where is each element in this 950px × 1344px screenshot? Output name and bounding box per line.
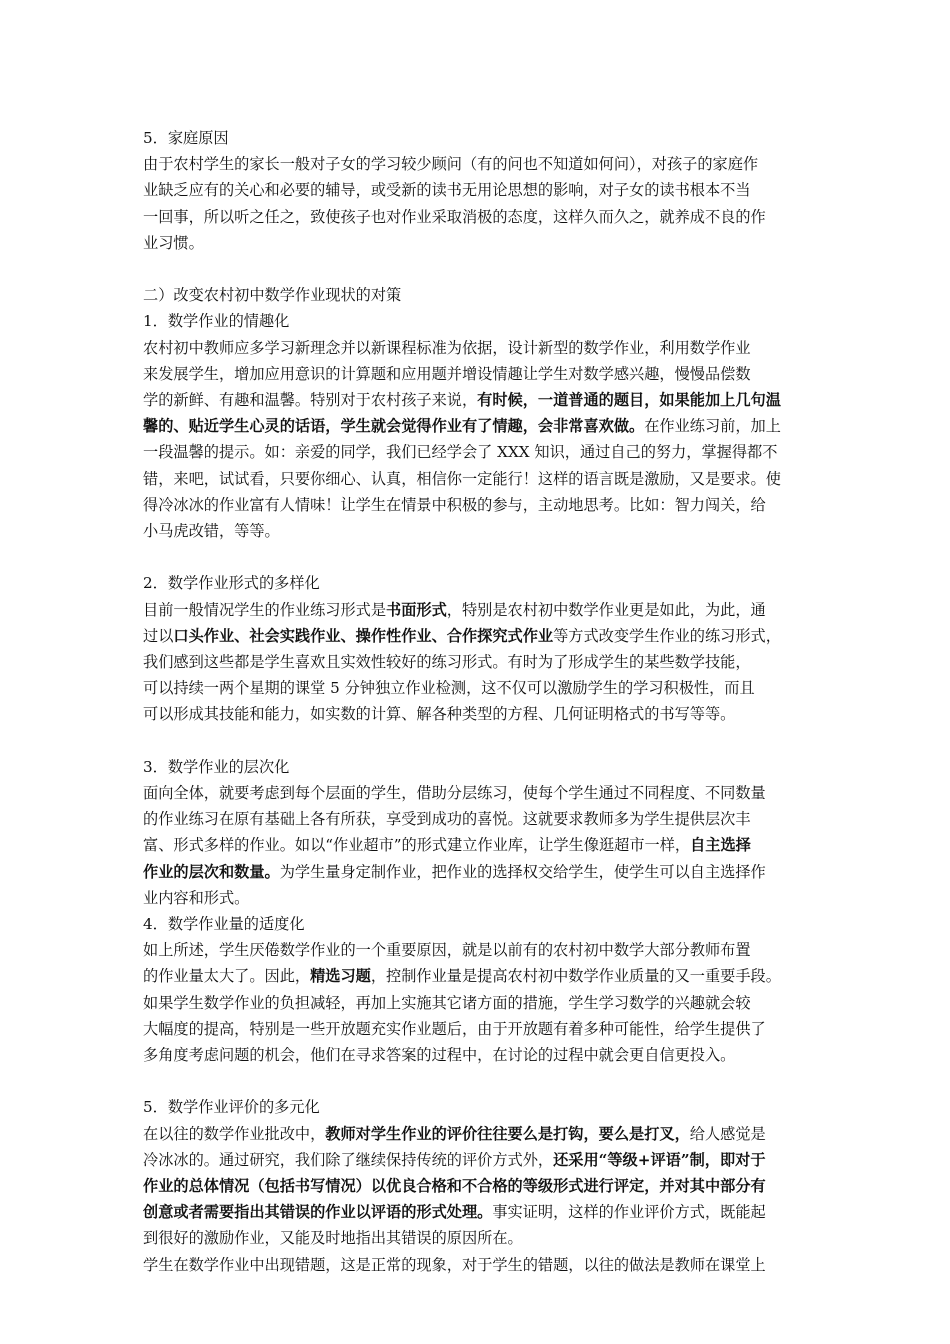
text-line (143, 963, 823, 989)
bold-text-run: 创意或者需要指出其错误的作业以评语的形式处理。 (143, 1203, 493, 1222)
text-run: 二）改变农村初中数学作业现状的对策 (143, 286, 402, 305)
text-line (143, 1121, 823, 1147)
text-run: 1．数学作业的情趣化 (143, 312, 290, 331)
text-run: 来发展学生，增加应用意识的计算题和应用题并增设情趣让学生对数学感兴趣，慢慢品偿数 (143, 364, 751, 383)
text-run: 的作业练习在原有基础上各有所获，享受到成功的喜悦。这就要求教师多为学生提供层次丰 (143, 810, 751, 829)
text-line (143, 518, 823, 544)
section-block (143, 1094, 823, 1277)
text-run: 业习惯。 (143, 233, 204, 252)
text-run: 可以持续一两个星期的课堂 5 分钟独立作业检测，这不仅可以激励学生的学习积极性，而且 (143, 679, 755, 698)
text-line (143, 387, 823, 413)
text-run: 错，来吧，试试看，只要你细心、认真，相信你一定能行！这样的语言既是激励，又是要求。使 (143, 469, 781, 488)
text-run: 过以 (143, 626, 174, 645)
text-run: 的作业量太大了。因此， (143, 967, 311, 986)
text-line (143, 439, 823, 465)
text-line (143, 335, 823, 361)
text-line (143, 675, 823, 701)
text-run: 可以形成其技能和能力，如实数的计算、解各种类型的方程、几何证明格式的书写等等。 (143, 705, 736, 724)
text-line (143, 806, 823, 832)
text-line (143, 911, 823, 937)
text-run: 目前一般情况学生的作业练习形式是 (143, 600, 386, 619)
text-run: 业缺乏应有的关心和必要的辅导，或受新的读书无用论思想的影响，对子女的读书根本不当 (143, 181, 751, 200)
text-line (143, 204, 823, 230)
text-run: 2．数学作业形式的多样化 (143, 574, 320, 593)
text-run: 由于农村学生的家长一般对子女的学习较少顾问（有的问也不知道如何问），对孩子的家庭作 (143, 155, 759, 174)
text-line (143, 1199, 823, 1225)
paragraph-gap (143, 728, 823, 754)
text-run: 业内容和形式。 (143, 888, 250, 907)
text-line (143, 230, 823, 256)
text-line (143, 1252, 823, 1278)
text-run: 农村初中教师应多学习新理念并以新课程标准为依据，设计新型的数学作业，利用数学作业 (143, 338, 751, 357)
text-run: 事实证明，这样的作业评价方式，既能起 (492, 1203, 766, 1222)
text-line (143, 597, 823, 623)
text-line (143, 1042, 823, 1068)
bold-text-run: 作业的总体情况（包括书写情况）以优良合格和不合格的等级形式进行评定，并对其中部分有 (143, 1177, 766, 1196)
document-page (143, 125, 823, 1278)
text-line (143, 570, 823, 596)
text-line (143, 859, 823, 885)
text-line (143, 413, 823, 439)
text-line (143, 990, 823, 1016)
text-run: 5．家庭原因 (143, 129, 229, 147)
text-line (143, 832, 823, 858)
text-line (143, 754, 823, 780)
text-run: ，控制作业量是提高农村初中数学作业质量的又一重要手段。 (370, 967, 781, 986)
text-run: ，特别是农村初中数学作业更是如此，为此，通 (446, 600, 766, 619)
section-block (143, 282, 823, 544)
bold-text-run: 馨的、贴近学生心灵的话语，学生就会觉得作业有了情趣，会非常喜欢做。 (143, 417, 645, 436)
text-line (143, 1173, 823, 1199)
text-line (143, 701, 823, 727)
text-line (143, 151, 823, 177)
text-run: 等方式改变学生作业的练习形式， (553, 626, 781, 645)
text-run: 在以往的数学作业批改中， (143, 1124, 326, 1143)
text-line (143, 492, 823, 518)
text-line (143, 649, 823, 675)
text-line (143, 361, 823, 387)
text-line (143, 885, 823, 911)
bold-text-run: 教师对学生作业的评价往往要么是打钩，要么是打叉， (325, 1124, 690, 1143)
text-run: 到很好的激励作业，又能及时地指出其错误的原因所在。 (143, 1229, 523, 1248)
section-block (143, 570, 823, 727)
text-run: 富、形式多样的作业。如以“作业超市”的形式建立作业库，让学生像逛超市一样， (143, 836, 691, 855)
bold-text-run: 有时候，一道普通的题目，如果能加上几句温 (477, 391, 781, 410)
text-run: 如上所述，学生厌倦数学作业的一个重要原因，就是以前有的农村初中数学大部分教师布置 (143, 941, 751, 960)
text-run: 得冷冰冰的作业富有人情味！让学生在情景中积极的参与，主动地思考。比如：智力闯关，给 (143, 495, 766, 514)
text-run: 多角度考虑问题的机会，他们在寻求答案的过程中，在讨论的过程中就会更自信更投入。 (143, 1046, 736, 1065)
text-line (143, 1147, 823, 1173)
bold-text-run: 书面形式 (386, 600, 447, 619)
section-block (143, 125, 823, 256)
bold-text-run: 精选习题 (310, 967, 371, 986)
text-run: 学生在数学作业中出现错题，这是正常的现象，对于学生的错题，以往的做法是教师在课堂上 (143, 1255, 766, 1274)
text-run: 3．数学作业的层次化 (143, 757, 290, 776)
text-run: 一回事，所以听之任之，致使孩子也对作业采取消极的态度，这样久而久之，就养成不良的作 (143, 207, 766, 226)
text-run: 我们感到这些都是学生喜欢且实效性较好的练习形式。有时为了形成学生的某些数学技能， (143, 653, 751, 672)
text-run: 5．数学作业评价的多元化 (143, 1098, 320, 1117)
text-run: 面向全体，就要考虑到每个层面的学生，借助分层练习，使每个学生通过不同程度、不同数量 (143, 784, 766, 803)
paragraph-gap (143, 544, 823, 570)
text-run: 在作业练习前，加上 (644, 417, 781, 436)
text-line (143, 308, 823, 334)
text-line (143, 937, 823, 963)
text-run: 如果学生数学作业的负担减轻，再加上实施其它诸方面的措施，学生学习数学的兴趣就会较 (143, 993, 751, 1012)
bold-text-run: 自主选择 (690, 836, 751, 855)
bold-text-run: 还采用“等级+评语”制，即对于 (553, 1150, 766, 1169)
text-line (143, 1016, 823, 1042)
paragraph-gap (143, 1068, 823, 1094)
text-line (143, 780, 823, 806)
paragraph-gap (143, 256, 823, 282)
text-run: 学的新鲜、有趣和温馨。特别对于农村孩子来说， (143, 391, 478, 410)
text-run: 大幅度的提高，特别是一些开放题充实作业题后，由于开放题有着多种可能性，给学生提供了 (143, 1019, 766, 1038)
text-line (143, 125, 823, 151)
text-line (143, 623, 823, 649)
section-block (143, 754, 823, 1068)
text-run: 给人感觉是 (689, 1124, 766, 1143)
text-line (143, 1225, 823, 1251)
bold-text-run: 口头作业、社会实践作业、操作性作业、合作探究式作业 (173, 626, 554, 645)
text-run: 冷冰冰的。通过研究，我们除了继续保持传统的评价方式外， (143, 1150, 554, 1169)
text-run: 为学生量身定制作业，把作业的选择权交给学生，使学生可以自主选择作 (279, 862, 766, 881)
text-line (143, 282, 823, 308)
text-line (143, 1094, 823, 1120)
bold-text-run: 作业的层次和数量。 (143, 862, 280, 881)
text-run: 一段温馨的提示。如：亲爱的同学，我们已经学会了 XXX 知识，通过自己的努力，掌握得都不 (143, 443, 778, 462)
text-run: 4．数学作业量的适度化 (143, 915, 305, 934)
text-run: 小马虎改错，等等。 (143, 522, 280, 541)
text-line (143, 177, 823, 203)
text-line (143, 466, 823, 492)
